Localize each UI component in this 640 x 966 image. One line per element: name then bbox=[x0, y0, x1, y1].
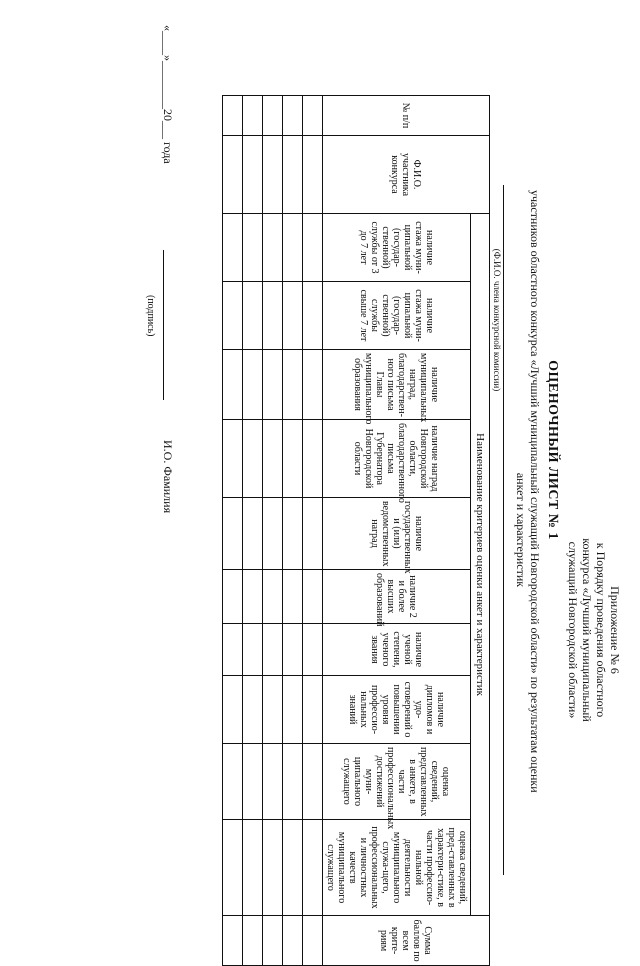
header-criterion: наличие стажа муни-ципальной (государ-ственной) службы от 3 до 7 лет bbox=[323, 214, 471, 282]
appendix-line: служащий Новгородской области» bbox=[566, 541, 580, 719]
header-participant-name: Ф.И.О. участника конкурса bbox=[323, 136, 490, 214]
table-cell[interactable] bbox=[303, 96, 323, 136]
subtitle-line: участников областного конкурса «Лучший муниципальный служащий Новгородской области» по результатам оценки bbox=[528, 190, 542, 793]
table-cell[interactable] bbox=[303, 570, 323, 624]
table-cell[interactable] bbox=[223, 916, 243, 966]
header-criterion: наличие дипломов и удо-стоверений о повышении уровня профессио-нальных знаний bbox=[323, 676, 471, 744]
header-criterion: наличие 2 и более высших образований bbox=[323, 570, 471, 624]
header-total: Сумма баллов по всем крите-риям bbox=[323, 916, 490, 966]
table-cell[interactable] bbox=[223, 96, 243, 136]
table-row bbox=[263, 96, 283, 966]
table-cell[interactable] bbox=[223, 498, 243, 570]
table-cell[interactable] bbox=[263, 744, 283, 820]
table-cell[interactable] bbox=[303, 744, 323, 820]
table-row bbox=[283, 96, 303, 966]
signature-caption: (подпись) bbox=[145, 295, 156, 337]
table-cell[interactable] bbox=[263, 136, 283, 214]
table-cell[interactable] bbox=[303, 676, 323, 744]
table-cell[interactable] bbox=[223, 676, 243, 744]
table-cell[interactable] bbox=[283, 214, 303, 282]
table-cell[interactable] bbox=[223, 420, 243, 498]
table-cell[interactable] bbox=[263, 570, 283, 624]
table-cell[interactable] bbox=[223, 570, 243, 624]
table-cell[interactable] bbox=[243, 820, 263, 916]
table-cell[interactable] bbox=[263, 916, 283, 966]
table-cell[interactable] bbox=[303, 420, 323, 498]
table-cell[interactable] bbox=[283, 676, 303, 744]
document-title: ОЦЕНОЧНЫЙ ЛИСТ № 1 bbox=[545, 360, 560, 540]
table-cell[interactable] bbox=[263, 420, 283, 498]
table-cell[interactable] bbox=[283, 282, 303, 350]
header-criterion: наличие муниципальных наград, благодарствен-ного письма Главы муниципального образования bbox=[323, 350, 471, 420]
signer-name: И.О. Фамилия bbox=[161, 440, 175, 514]
table-cell[interactable] bbox=[283, 420, 303, 498]
table-cell[interactable] bbox=[223, 350, 243, 420]
table-cell[interactable] bbox=[303, 282, 323, 350]
table-row bbox=[223, 96, 243, 966]
table-cell[interactable] bbox=[243, 624, 263, 676]
table-cell[interactable] bbox=[243, 420, 263, 498]
table-cell[interactable] bbox=[243, 498, 263, 570]
table-cell[interactable] bbox=[263, 96, 283, 136]
table-cell[interactable] bbox=[263, 282, 283, 350]
table-cell[interactable] bbox=[243, 136, 263, 214]
header-criterion: оценка сведений, пред-ставленных в характери-стике, в части профессио-нальной деятельности муниципального служа-щего, профессиональных и личностных качеств муниципального служащего bbox=[323, 820, 471, 916]
header-criteria-group: Наименование критериев оценки анкет и характеристик bbox=[471, 214, 490, 916]
table-cell[interactable] bbox=[283, 744, 303, 820]
table-cell[interactable] bbox=[263, 214, 283, 282]
member-name-line bbox=[503, 185, 504, 875]
appendix-note bbox=[566, 410, 622, 850]
header-criterion: наличие ученой степени, ученого звания bbox=[323, 624, 471, 676]
table-cell[interactable] bbox=[243, 744, 263, 820]
header-criterion: наличие наград Новгородской области, благодарственного письма Губернатора Новгородской области bbox=[323, 420, 471, 498]
table-cell[interactable] bbox=[303, 350, 323, 420]
table-cell[interactable] bbox=[223, 214, 243, 282]
table-cell[interactable] bbox=[303, 136, 323, 214]
header-criterion: наличие государственных и (или) ведомственных наград bbox=[323, 498, 471, 570]
member-caption: (Ф.И.О. члена конкурсной комиссии) bbox=[492, 248, 502, 392]
table-cell[interactable] bbox=[303, 498, 323, 570]
table-cell[interactable] bbox=[283, 350, 303, 420]
table-cell[interactable] bbox=[283, 820, 303, 916]
table-row bbox=[303, 96, 323, 966]
table-cell[interactable] bbox=[303, 624, 323, 676]
table-cell[interactable] bbox=[223, 820, 243, 916]
table-cell[interactable] bbox=[283, 498, 303, 570]
table-cell[interactable] bbox=[283, 96, 303, 136]
table-cell[interactable] bbox=[283, 136, 303, 214]
signature-line bbox=[163, 250, 164, 400]
header-criterion: оценка сведений, представленных в анкете, в части профессиональных достижений муни-ципального служащего bbox=[323, 744, 471, 820]
table-cell[interactable] bbox=[243, 350, 263, 420]
appendix-line: к Порядку проведения областного bbox=[594, 542, 608, 718]
table-cell[interactable] bbox=[223, 624, 243, 676]
subtitle-line: анкет и характеристик bbox=[514, 472, 528, 588]
table-cell[interactable] bbox=[263, 350, 283, 420]
table-cell[interactable] bbox=[223, 744, 243, 820]
document-subtitle bbox=[514, 190, 542, 870]
table-cell[interactable] bbox=[303, 820, 323, 916]
table-cell[interactable] bbox=[263, 624, 283, 676]
table-cell[interactable] bbox=[223, 136, 243, 214]
table-cell[interactable] bbox=[243, 214, 263, 282]
table-cell[interactable] bbox=[243, 570, 263, 624]
table-cell[interactable] bbox=[243, 676, 263, 744]
table-cell[interactable] bbox=[263, 820, 283, 916]
table-cell[interactable] bbox=[303, 214, 323, 282]
table-cell[interactable] bbox=[263, 498, 283, 570]
table-cell[interactable] bbox=[223, 282, 243, 350]
table-cell[interactable] bbox=[283, 916, 303, 966]
footer-date: «____»________20___ года bbox=[161, 25, 175, 164]
table-cell[interactable] bbox=[243, 96, 263, 136]
table-cell[interactable] bbox=[243, 916, 263, 966]
header-row-number: № п/п bbox=[323, 96, 490, 136]
header-criterion: наличие стажа муни-ципальной (государ-ственной) службы свыше 7 лет bbox=[323, 282, 471, 350]
table-cell[interactable] bbox=[283, 624, 303, 676]
table-cell[interactable] bbox=[283, 570, 303, 624]
table-cell[interactable] bbox=[303, 916, 323, 966]
table-cell[interactable] bbox=[263, 676, 283, 744]
appendix-line: конкурса «Лучший муниципальный bbox=[580, 538, 594, 722]
appendix-line: Приложение № 6 bbox=[608, 586, 622, 674]
table-cell[interactable] bbox=[243, 282, 263, 350]
table-row bbox=[243, 96, 263, 966]
evaluation-table bbox=[222, 95, 490, 966]
